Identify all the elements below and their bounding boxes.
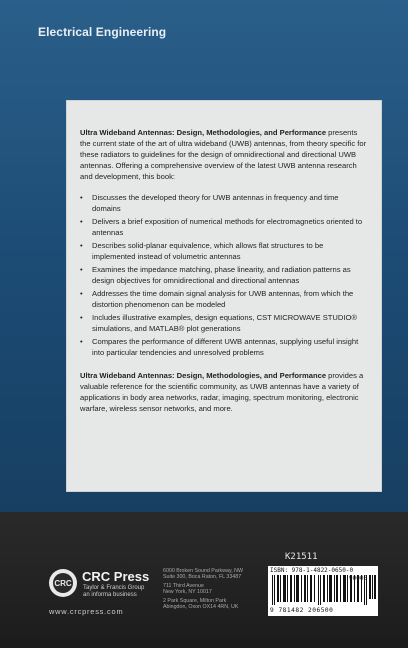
list-item: • Examines the impedance matching, phase linearity, and radiation patterns as design objectives for omnidirectional and directional antennas <box>80 264 368 286</box>
barcode-number: 9 781482 206500 <box>270 607 334 614</box>
description-panel <box>66 100 382 492</box>
intro-book-title: Ultra Wideband Antennas: Design, Methodologies, and Performance <box>80 128 327 137</box>
isbn-text: ISBN: 978-1-4822-0650-0 <box>270 567 354 574</box>
list-item: • Discusses the developed theory for UWB antennas in frequency and time domains <box>80 192 368 214</box>
intro-paragraph <box>80 127 368 182</box>
publisher-group: Taylor & Francis Group <box>83 585 145 591</box>
crc-logo-icon <box>48 568 78 598</box>
list-item: • Includes illustrative examples, design equations, CST MICROWAVE STUDIO® simulations, and MATLAB® plot generations <box>80 312 368 334</box>
logo-text: CRC <box>54 579 72 588</box>
publisher-url[interactable]: www.crcpress.com <box>49 607 124 616</box>
publisher-name: CRC Press <box>82 569 150 584</box>
address-usa-fl <box>163 568 243 581</box>
list-item: • Addresses the time domain signal analysis for UWB antennas, from which the distortion phenomenon can be modeled <box>80 288 368 310</box>
closing-paragraph <box>80 370 368 414</box>
list-item: • Compares the performance of different UWB antennas, supplying useful insight into particular tendencies and unresolved problems <box>80 336 368 358</box>
publisher-addresses <box>163 568 243 612</box>
feature-list <box>80 192 368 358</box>
barcode-icon <box>272 575 376 605</box>
product-code: K21511 <box>285 552 318 562</box>
list-item: • Delivers a brief exposition of numerical methods for electromagnetics oriented to antennas <box>80 216 368 238</box>
address-line: 6000 Broken Sound Parkway, NW <box>163 568 243 574</box>
address-line: New York, NY 10017 <box>163 589 212 596</box>
address-usa-ny <box>163 583 243 596</box>
list-item: • Describes solid-planar equivalence, which allows flat structures to be implemented instead of volumetric antennas <box>80 240 368 262</box>
address-line: Suite 300, Boca Raton, FL 33487 <box>163 574 242 581</box>
address-line: Abingdon, Oxon OX14 4RN, UK <box>163 604 239 611</box>
series-label: Electrical Engineering <box>38 25 167 39</box>
intro-text: presents the current state of the art of ultra wideband (UWB) antennas, from theory specific for these radiators to guidelines for the design of omnidirectional and directional UWB antennas. Offering a comprehensive overview of the latest UWB antenna research and development, this book: <box>80 128 367 181</box>
closing-book-title: Ultra Wideband Antennas: Design, Methodologies, and Performance <box>80 371 327 380</box>
address-line: 2 Park Square, Milton Park <box>163 597 227 604</box>
publisher-business: an informa business <box>83 592 137 598</box>
address-line: 711 Third Avenue <box>163 582 204 589</box>
address-uk <box>163 598 243 611</box>
closing-text: provides a valuable reference for the scientific community, as UWB antennas have a variety of applications in body area networks, radar, imaging, spectrum monitoring, electronic warfare, wireless sensor networks, and more. <box>80 371 364 413</box>
